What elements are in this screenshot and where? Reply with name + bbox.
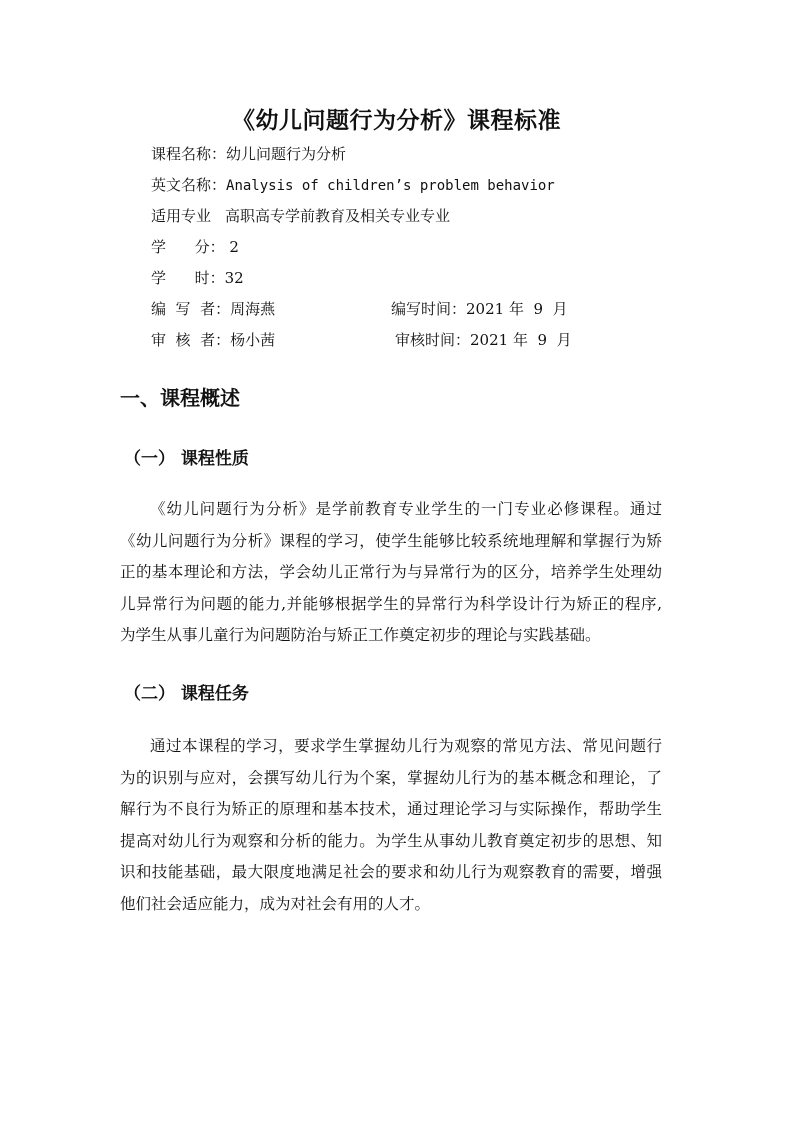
paragraph-line: 儿异常行为问题的能力,并能够根据学生的异常行为科学设计行为矫正的程序,: [120, 594, 662, 613]
subsection-heading-tasks: （二） 课程任务: [124, 684, 249, 704]
course-name-value: 幼儿问题行为分析: [226, 145, 347, 163]
credits-label: 学 分：: [151, 238, 225, 256]
course-name-label: 课程名称：: [151, 145, 227, 163]
reviewer-label: 审 核 者：: [151, 331, 231, 349]
paragraph-line: 《幼儿问题行为分析》是学前教育专业学生的一门专业必修课程。通过: [150, 500, 662, 518]
paragraph-line: 为的识别与应对，会撰写幼儿行为个案，掌握幼儿行为的基本概念和理论，了: [120, 768, 662, 787]
course-tasks-paragraph: [120, 731, 662, 920]
paragraph-line: 正的基本理论和方法，学会幼儿正常行为与异常行为的区分，培养学生处理幼: [120, 563, 662, 581]
major-label: 适用专业: [151, 207, 212, 225]
paragraph-line: 他们社会适应能力，成为对社会有用的人才。: [120, 894, 431, 913]
english-name-label: 英文名称：: [151, 176, 227, 194]
credits-row: [151, 237, 239, 257]
hours-value: 32: [224, 269, 244, 287]
major-value: 高职高专学前教育及相关专业专业: [225, 207, 451, 225]
author-time-label: 编写时间：: [391, 300, 467, 318]
credits-value: 2: [224, 238, 239, 256]
document-title: 《幼儿问题行为分析》课程标准: [232, 108, 561, 134]
english-name-value: Analysis of children’s problem behavior: [226, 178, 555, 194]
paragraph-line: 提高对幼儿行为观察和分析的能力。为学生从事幼儿教育奠定初步的思想、知: [120, 831, 662, 850]
section-heading-overview: 一、课程概述: [120, 386, 240, 410]
paragraph-line: 通过本课程的学习，要求学生掌握幼儿行为观察的常见方法、常见问题行: [150, 737, 662, 755]
major-row: [151, 206, 450, 226]
reviewer-value: 杨小茜: [230, 331, 276, 349]
paragraph-line: 识和技能基础，最大限度地满足社会的要求和幼儿行为观察教育的需要，增强: [120, 863, 662, 881]
course-nature-paragraph: [120, 494, 662, 652]
english-name-row: [151, 175, 555, 196]
author-value: 周海燕: [230, 300, 276, 318]
paragraph-line: 解行为不良行为矫正的原理和基本技术，通过理论学习与实际操作，帮助学生: [120, 800, 662, 818]
author-time-value: 2021 年 9 月: [466, 300, 568, 318]
paragraph-line: 为学生从事儿童行为问题防治与矫正工作奠定初步的理论与实践基础。: [120, 626, 601, 644]
hours-row: [151, 268, 244, 288]
author-label: 编 写 者：: [151, 300, 231, 318]
reviewer-row: [151, 330, 275, 350]
review-time-value: 2021 年 9 月: [470, 331, 572, 349]
review-time-label: 审核时间：: [395, 331, 471, 349]
paragraph-line: 《幼儿问题行为分析》课程的学习，使学生能够比较系统地理解和掌握行为矫: [120, 531, 662, 550]
course-name-row: [151, 144, 346, 164]
hours-label: 学 时：: [151, 269, 225, 287]
review-time-row: [395, 330, 572, 350]
author-time-row: [391, 299, 568, 319]
author-row: [151, 299, 275, 319]
subsection-heading-nature: （一） 课程性质: [124, 449, 249, 469]
